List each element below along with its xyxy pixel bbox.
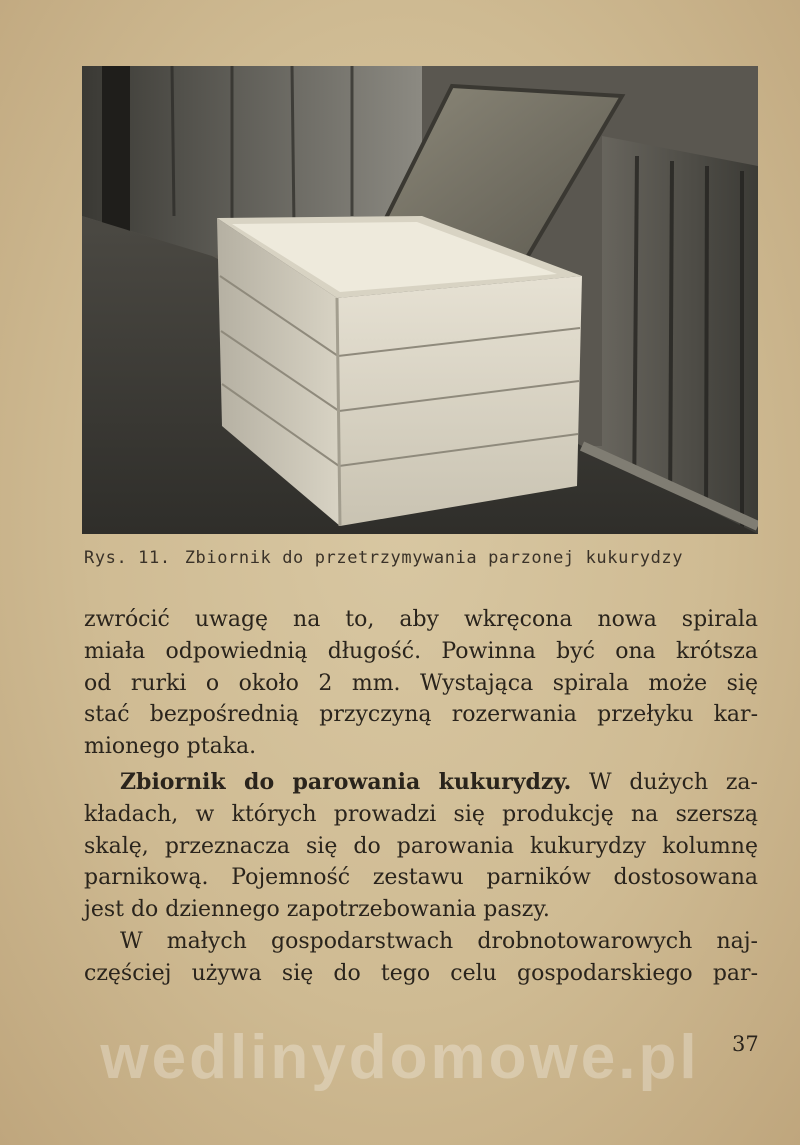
paragraph2-line-5: jest do dziennego zapotrzebowania paszy. — [84, 897, 550, 923]
paragraph2-line-4: parnikową. Pojemność zestawu parników dostosowana — [84, 865, 758, 891]
paragraph2-line-1 — [84, 767, 758, 799]
paragraph3-line-2: częściej używa się do tego celu gospodarskiego par- — [84, 960, 758, 986]
paragraph3-line-1: W małych gospodarstwach drobnotowarowych naj- — [120, 928, 758, 954]
paragraph1-line-3: od rurki o około 2 mm. Wystająca spirala może się — [84, 670, 758, 696]
paragraph1-line-1: zwrócić uwagę na to, aby wkręcona nowa spirala — [84, 607, 758, 632]
figure-caption-label: Rys. 11. — [84, 548, 171, 568]
paragraph2-line-1-rest: W dużych za- — [589, 769, 758, 795]
paragraph1-line-2: miała odpowiednią długość. Powinna być ona krótsza — [84, 638, 758, 664]
paragraph2-line-3: skalę, przeznacza się do parowania kukurydzy kolumnę — [84, 833, 758, 859]
paragraph2-line-2: kładach, w których prowadzi się produkcję na szerszą — [84, 801, 758, 827]
figure-caption-text: Zbiornik do przetrzymywania parzonej kukurydzy — [184, 548, 684, 568]
paragraph2-heading: Zbiornik do parowania kukurydzy. — [120, 768, 572, 795]
page-number: 37 — [732, 1032, 759, 1056]
paragraph1-line-4: stać bezpośrednią przyczyną rozerwania przełyku kar- — [84, 702, 758, 728]
paragraph1-line-5: mionego ptaka. — [84, 734, 257, 760]
figure-caption — [84, 548, 758, 568]
body-text — [84, 604, 758, 990]
figure-photo-wooden-chest — [82, 66, 758, 534]
watermark: wedlinydomowe.pl — [100, 1023, 700, 1092]
photo-illustration — [82, 66, 758, 534]
